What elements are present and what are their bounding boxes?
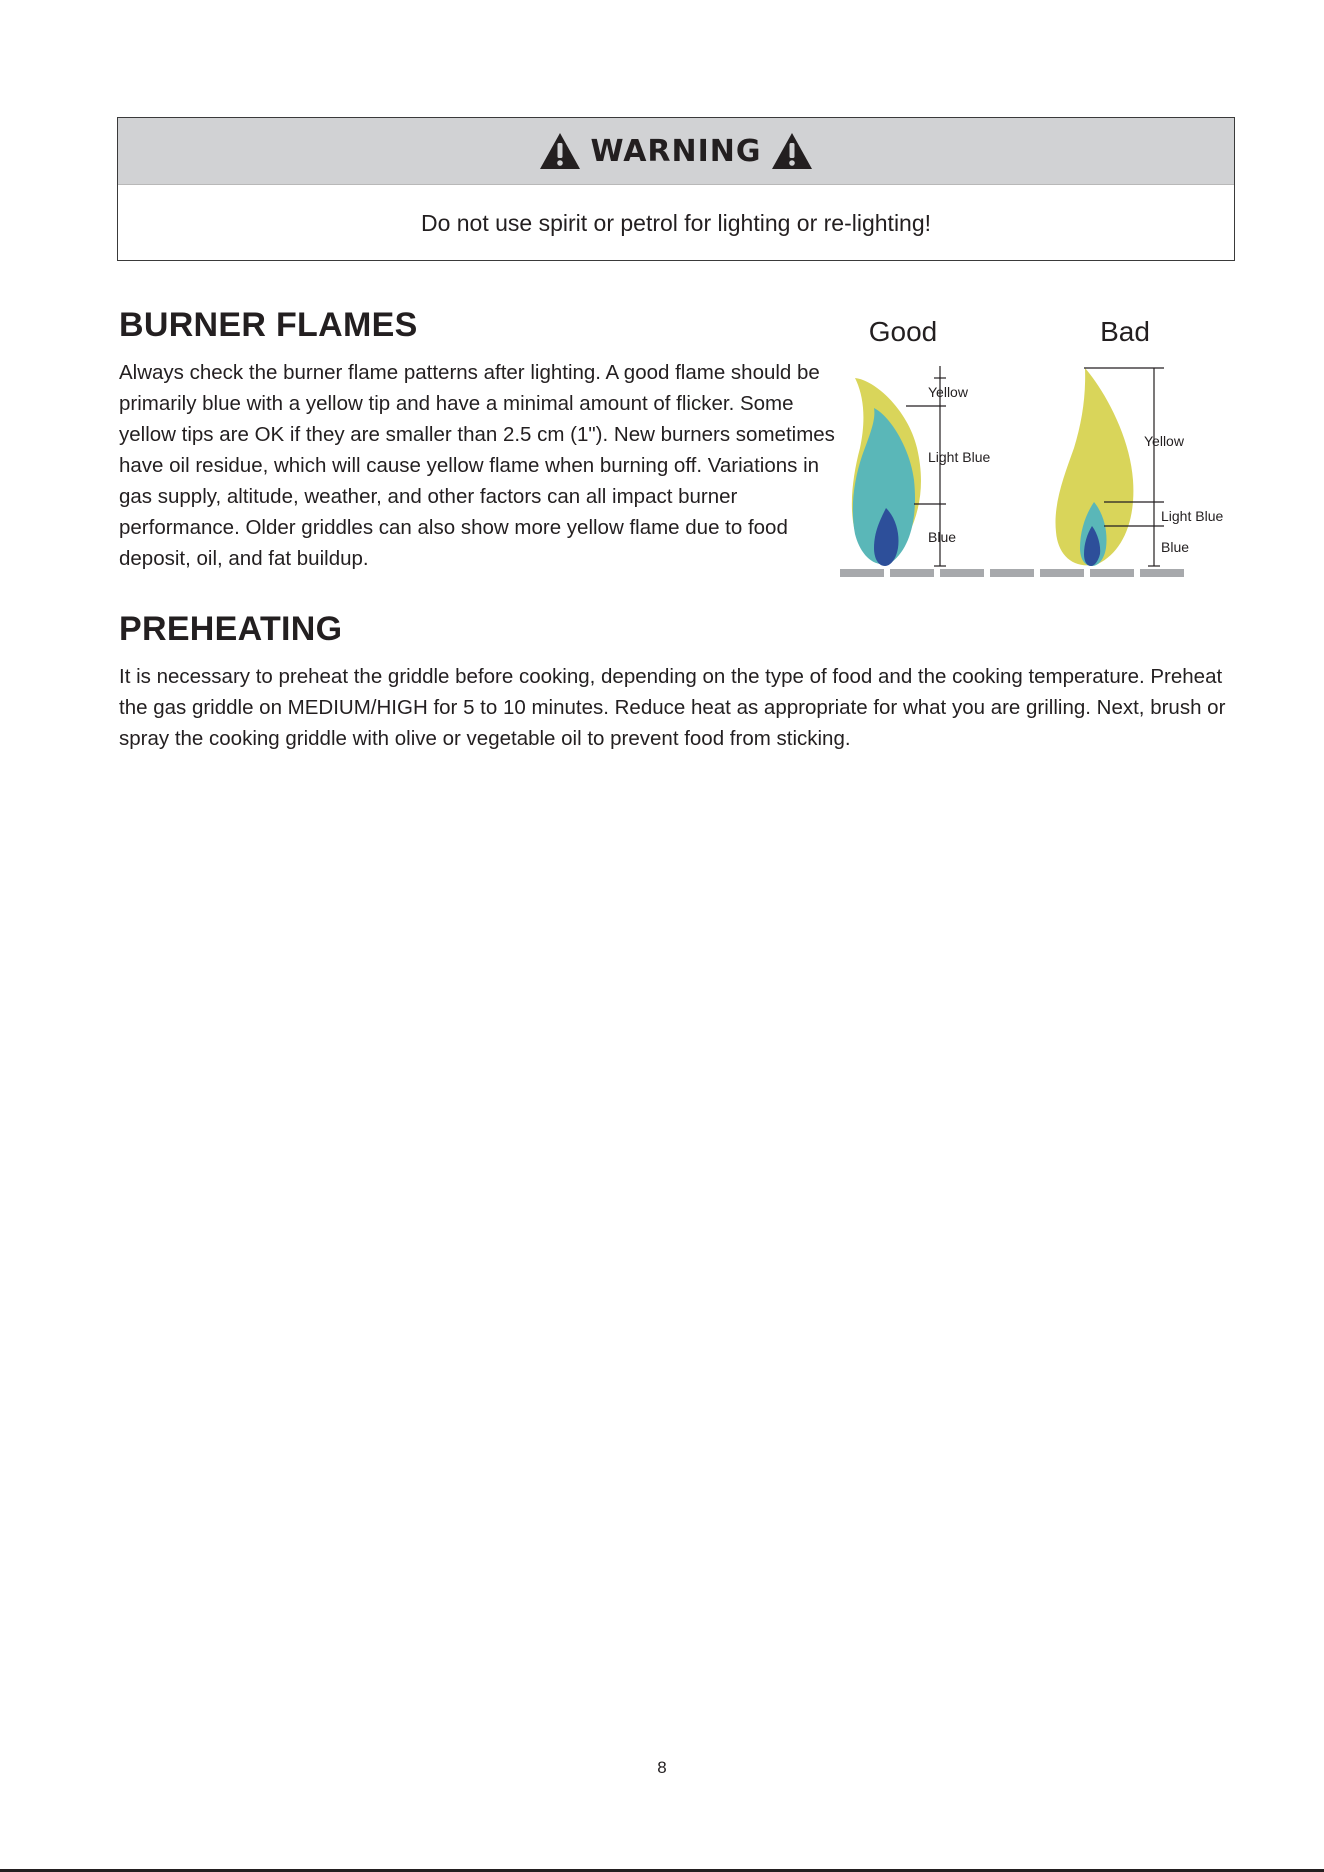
preheating-paragraph: It is necessary to preheat the griddle before cooking, depending on the type of food and the cooking temperature. Preheat the gas griddle on MEDIUM/HIGH for 5 to 10 minutes. Reduce heat as appropriate for what you are grilling. Next, brush or spray the cooking griddle with olive or vegetable oil to prevent food from sticking. xyxy=(119,665,1226,750)
preheating-heading: PREHEATING xyxy=(119,610,343,648)
good-label: Good xyxy=(868,316,938,347)
bad-light-blue-label: Light Blue xyxy=(1161,508,1224,524)
bad-flame xyxy=(1055,368,1133,566)
page-number: 8 xyxy=(657,1758,667,1777)
burner-flames-heading: BURNER FLAMES xyxy=(119,306,418,344)
bad-blue-label: Blue xyxy=(1161,539,1190,555)
bad-label: Bad xyxy=(1100,316,1150,347)
warning-triangle-icon xyxy=(770,131,814,171)
burner-grate xyxy=(840,569,1184,577)
warning-message: Do not use spirit or petrol for lighting or re-lighting! xyxy=(420,209,932,236)
warning-box xyxy=(117,117,1235,261)
good-light-blue-label: Light Blue xyxy=(928,449,991,465)
warning-triangle-icon xyxy=(538,131,582,171)
warning-header xyxy=(118,118,1234,185)
good-yellow-label: Yellow xyxy=(928,384,968,400)
warning-title: WARNING xyxy=(590,133,762,169)
flame-diagram xyxy=(830,308,1250,588)
bad-yellow-label: Yellow xyxy=(1144,433,1184,449)
burner-flames-paragraph: Always check the burner flame patterns after lighting. A good flame should be primarily blue with a yellow tip and have a minimal amount of flicker. Some yellow tips are OK if they are smaller than 2.5 cm (1"). New burners sometimes have oil residue, which will cause yellow flame when burning off. Variations in gas supply, altitude, weather, and other factors can all impact burner performance. Older griddles can also show more yellow flame due to food deposit, oil, and fat buildup. xyxy=(119,361,835,570)
good-blue-label: Blue xyxy=(928,529,957,545)
